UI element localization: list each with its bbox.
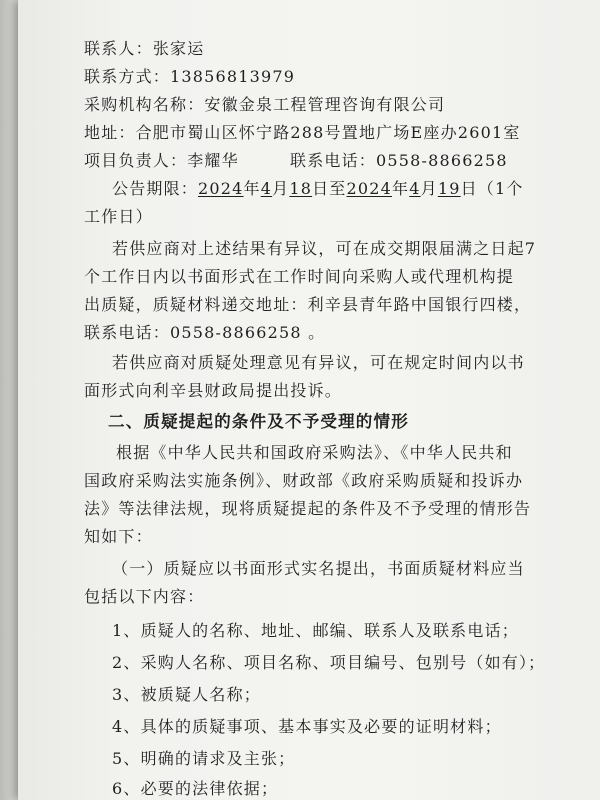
list-item: 6、必要的法律依据； [112,779,279,798]
paragraph1-line4: 联系电话：0558-8866258 。 [84,323,326,342]
project-manager-value: 李耀华 [187,151,239,170]
notice-start-day: 18 [289,179,313,198]
list-item: 3、被质疑人名称； [112,685,261,704]
paragraph1-line1: 若供应商对上述结果有异议，可在成交期限届满之日起7 [112,239,537,258]
paragraph2-line1: 若供应商对质疑处理意见有异议，可在规定时间内以书 [112,353,525,372]
agency-address-value: 合肥市蜀山区怀宁路288号置地广场E座办2601室 [135,123,521,142]
section2-line2: 国政府采购法实施条例》、财政部《政府采购质疑和投诉办 [84,471,524,490]
agency-name-label: 采购机构名称： [84,95,205,114]
year-char-2: 年 [392,179,410,198]
month-char-2: 月 [420,179,438,198]
section2-line3: 法》等法律法规，现将质疑提起的条件及不予受理的情形告 [84,499,532,518]
notice-period-label: 公告期限： [112,179,199,198]
notice-period-line [112,176,524,199]
day-char-to: 日至 [312,179,347,198]
notice-start-year: 2024 [198,179,244,198]
agency-phone-label: 联系电话： [290,151,377,170]
notice-end-suffix: 日（1个 [460,179,524,198]
agency-name-value: 安徽金泉工程管理咨询有限公司 [204,95,446,114]
agency-phone-line [290,148,508,171]
section2-line1: 根据《中华人民共和国政府采购法》、《中华人民共和 [116,443,513,462]
year-char: 年 [243,179,261,198]
agency-phone-value: 0558-8866258 [376,151,508,170]
paragraph1-line3: 出质疑，质疑材料递交地址：利辛县青年路中国银行四楼， [84,295,532,314]
list-item: 1、质疑人的名称、地址、邮编、联系人及联系电话； [112,621,519,640]
list-item: 2、采购人名称、项目名称、项目编号、包别号（如有）； [112,653,546,672]
notice-end-month: 4 [409,179,421,198]
project-manager-line [84,148,239,171]
list-item: 5、明确的请求及主张； [112,749,296,768]
project-manager-label: 项目负责人： [84,151,188,170]
contact-method-line [84,64,295,87]
contact-method-label: 联系方式： [84,67,171,86]
paragraph1-line2: 个工作日内以书面形式在工作时间向采购人或代理机构提 [84,267,515,286]
contact-person-value: 张家运 [152,39,205,58]
section2-line4: 知如下： [84,527,153,546]
agency-address-line [84,120,521,143]
notice-period-line2: 工作日） [84,207,153,226]
subsection1-line2: 包括以下内容： [84,587,205,606]
agency-address-label: 地址： [84,123,136,142]
month-char: 月 [272,179,290,198]
notice-start-month: 4 [260,179,273,198]
subsection1-line1: （一）质疑应以书面形式实名提出，书面质疑材料应当 [112,559,525,578]
paragraph2-line2: 面形式向利辛县财政局提出投诉。 [84,381,343,400]
agency-name-line [84,92,445,115]
notice-end-year: 2024 [346,179,393,198]
notice-end-day: 19 [437,179,461,198]
contact-person-line [84,36,204,59]
contact-person-label: 联系人： [84,39,153,58]
contact-method-value: 13856813979 [170,67,296,86]
section2-heading: 二、质疑提起的条件及不予受理的情形 [108,412,409,431]
list-item: 4、具体的质疑事项、基本事实及必要的证明材料； [112,717,502,736]
